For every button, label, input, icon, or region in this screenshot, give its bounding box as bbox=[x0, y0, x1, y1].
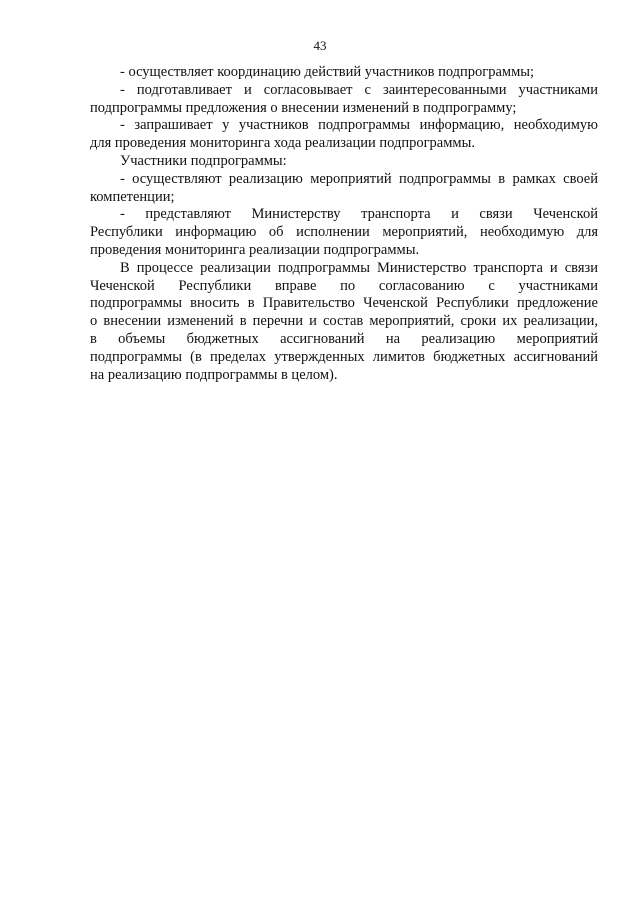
text-line: В процессе реализации подпрограммы Министерство транспорта и связи bbox=[120, 259, 598, 276]
paragraph-submit-information bbox=[90, 206, 598, 259]
text-line: в объемы бюджетных ассигнований на реализацию мероприятий bbox=[90, 330, 598, 347]
paragraph-ministry-proposals bbox=[90, 260, 598, 385]
text-line: - осуществляет координацию действий участников подпрограммы; bbox=[120, 64, 535, 80]
text-line: Участники подпрограммы: bbox=[120, 152, 287, 169]
text-line: - подготавливает и согласовывает с заинтересованными участниками bbox=[120, 81, 598, 98]
text-line: проведения мониторинга реализации подпрограммы. bbox=[90, 241, 420, 258]
text-line: подпрограммы (в пределах утвержденных лимитов бюджетных ассигнований bbox=[90, 348, 598, 365]
paragraph-implement-measures bbox=[90, 171, 598, 207]
text-line: подпрограммы предложения о внесении изменений в подпрограмму; bbox=[90, 99, 517, 116]
text-line: о внесении изменений в перечни и состав мероприятий, сроки их реализации, bbox=[90, 313, 598, 330]
text-line: подпрограммы вносить в Правительство Чеченской Республики предложение bbox=[90, 295, 598, 312]
document-body bbox=[90, 64, 598, 384]
text-line: компетенции; bbox=[90, 188, 175, 205]
text-line: Чеченской Республики вправе по согласованию с участниками bbox=[90, 277, 598, 294]
text-line: - запрашивает у участников подпрограммы информацию, необходимую bbox=[120, 117, 598, 134]
text-line: на реализацию подпрограммы в целом). bbox=[90, 366, 338, 383]
text-line: Республики информацию об исполнении мероприятий, необходимую для bbox=[90, 224, 598, 241]
page-number: 43 bbox=[313, 38, 327, 53]
paragraph-requests-information bbox=[90, 117, 598, 153]
text-line: - представляют Министерству транспорта и связи Чеченской bbox=[120, 206, 598, 223]
paragraph-participants-heading bbox=[90, 153, 598, 171]
text-line: - осуществляют реализацию мероприятий подпрограммы в рамках своей bbox=[120, 170, 598, 187]
text-line: для проведения мониторинга хода реализации подпрограммы. bbox=[90, 135, 475, 152]
paragraph-coordination bbox=[90, 64, 598, 82]
paragraph-prepares-proposals bbox=[90, 82, 598, 118]
